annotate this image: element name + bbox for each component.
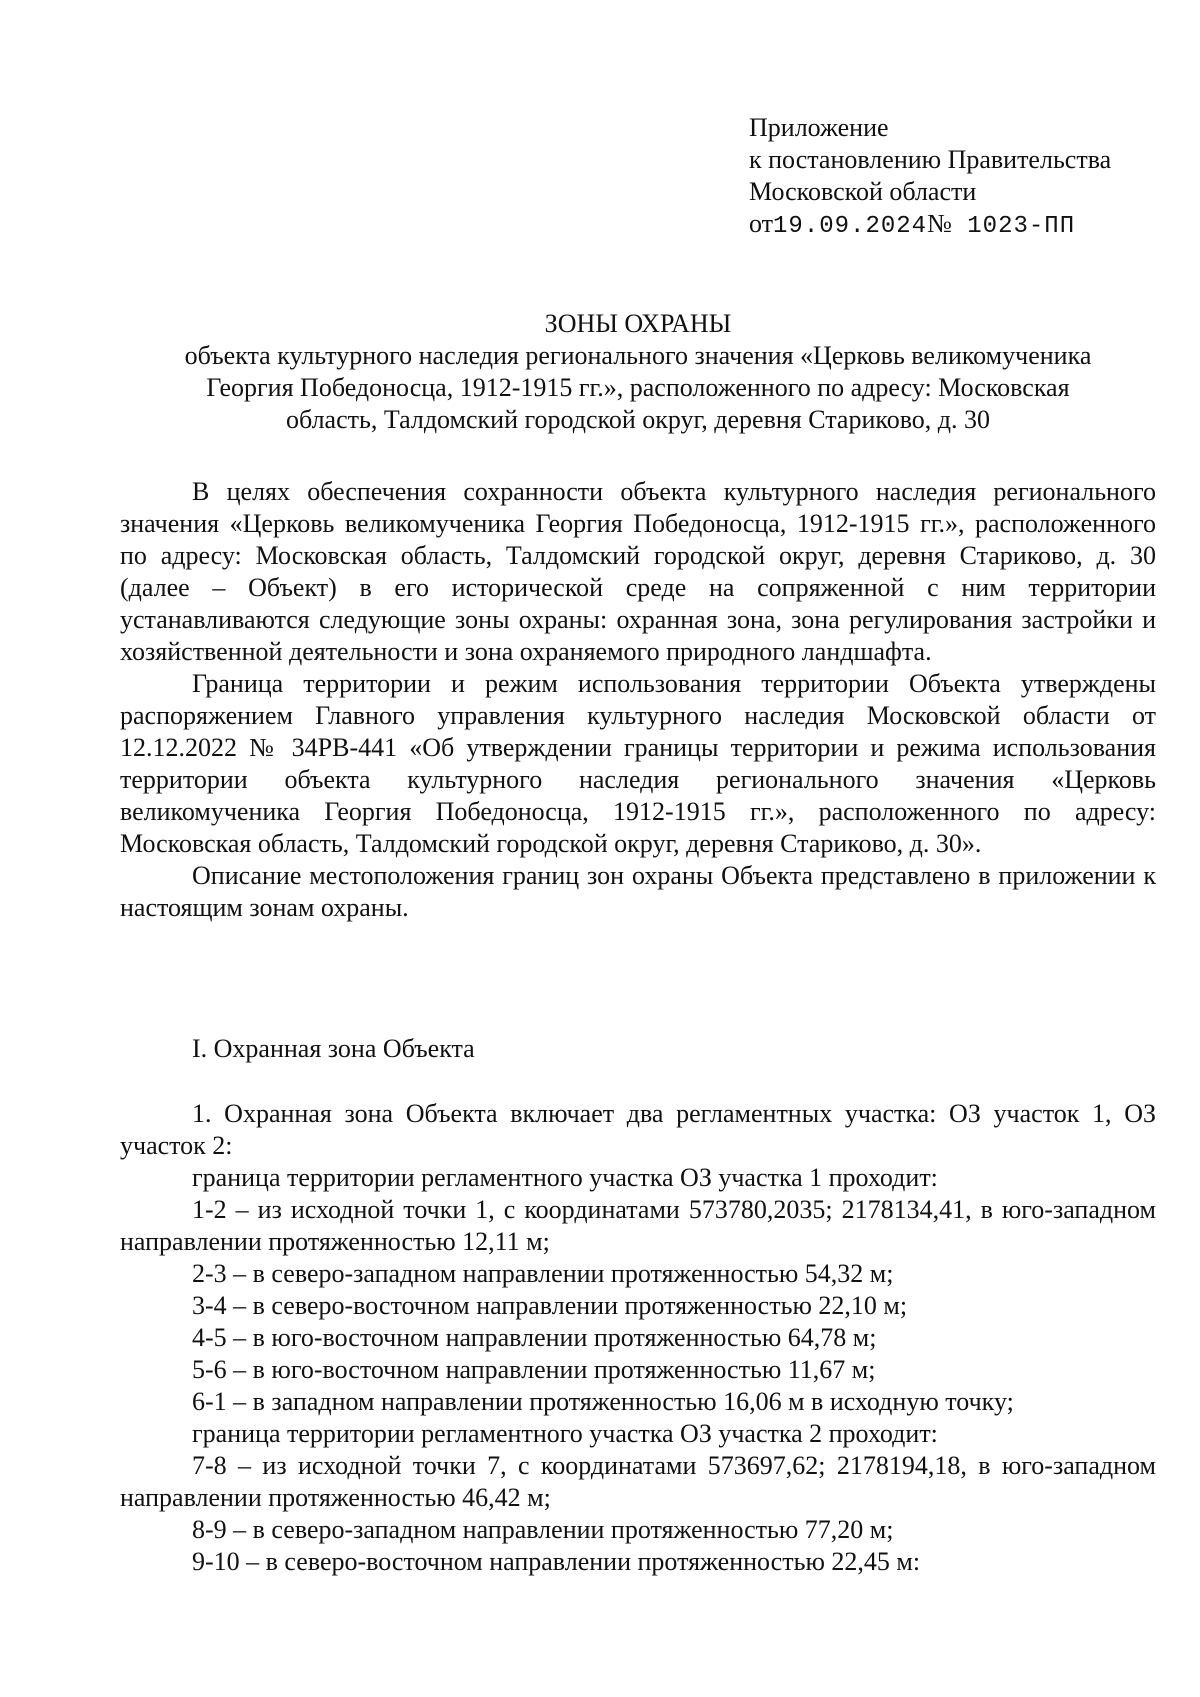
list-item: 7-8 – из исходной точки 7, с координатами 573697,62; 2178194,18, в юго-западном направлении протяженностью 46,42 м; bbox=[120, 1451, 1156, 1512]
intro-paragraph-2: Граница территории и режим использования территории Объекта утверждены распоряжением Главного управления культурного наследия Московской области от 12.12.2022 № 34РВ-441 «Об утверждении границы территории и режима использования территории объекта культурного наследия регионального значения «Церковь великомученика Георгия Победоносца, 1912-1915 гг.», расположенного по адресу: Московская область, Талдомский городской округ, деревня Стариково, д. 30». bbox=[120, 669, 1156, 858]
list-item: 3-4 – в северо-восточном направлении протяженностью 22,10 м; bbox=[192, 1291, 908, 1320]
appendix-line-2: к постановлению Правительства bbox=[749, 145, 1112, 174]
list-item: 1. Охранная зона Объекта включает два регламентных участка: ОЗ участок 1, ОЗ участок 2: bbox=[120, 1099, 1156, 1160]
list-item: 9-10 – в северо-восточном направлении протяженностью 22,45 м: bbox=[192, 1547, 921, 1576]
section-heading: I. Охранная зона Объекта bbox=[192, 1034, 475, 1063]
title-heading: ЗОНЫ ОХРАНЫ bbox=[544, 309, 732, 338]
list-item: граница территории регламентного участка ОЗ участка 2 проходит: bbox=[192, 1419, 938, 1448]
appendix-line-3: Московской области bbox=[749, 177, 977, 206]
list-item: 5-6 – в юго-восточном направлении протяженностью 11,67 м; bbox=[192, 1355, 876, 1384]
title-line-1: объекта культурного наследия регионального значения «Церковь великомученика bbox=[184, 341, 1092, 370]
list-item: 4-5 – в юго-восточном направлении протяженностью 64,78 м; bbox=[192, 1323, 877, 1352]
number-value: 1023-ПП bbox=[951, 213, 1076, 240]
document-title bbox=[120, 308, 1156, 436]
intro-paragraph-1: В целях обеспечения сохранности объекта культурного наследия регионального значения «Церковь великомученика Георгия Победоносца, 1912-1915 гг.», расположенного по адресу: Московская область, Талдомский городской округ, деревня Стариково, д. 30 (далее – Объект) в его исторической среде на сопряженной с ним территории устанавливаются следующие зоны охраны: охранная зона, зона регулирования застройки и хозяйственной деятельности и зона охраняемого природного ландшафта. bbox=[120, 477, 1156, 666]
title-line-2: Георгия Победоносца, 1912-1915 гг.», расположенного по адресу: Московская bbox=[206, 373, 1070, 402]
appendix-line-1: Приложение bbox=[749, 113, 889, 142]
list-item: граница территории регламентного участка ОЗ участка 1 проходит: bbox=[192, 1163, 938, 1192]
list-item: 8-9 – в северо-западном направлении протяженностью 77,20 м; bbox=[192, 1515, 894, 1544]
appendix-header bbox=[749, 112, 1111, 243]
appendix-date-line bbox=[749, 208, 1111, 243]
list-item: 1-2 – из исходной точки 1, с координатами 573780,2035; 2178134,41, в юго-западном направлении протяженностью 12,11 м; bbox=[120, 1195, 1156, 1256]
boundary-list bbox=[120, 1098, 1156, 1578]
intro-section bbox=[120, 476, 1156, 924]
intro-paragraph-3: Описание местоположения границ зон охраны Объекта представлено в приложении к настоящим зонам охраны. bbox=[120, 861, 1156, 922]
list-item: 2-3 – в северо-западном направлении протяженностью 54,32 м; bbox=[192, 1259, 894, 1288]
date-value: 19.09.2024 bbox=[773, 213, 928, 240]
number-sign: № bbox=[927, 209, 952, 238]
title-line-3: область, Талдомский городской округ, деревня Стариково, д. 30 bbox=[285, 405, 991, 434]
date-prefix: от bbox=[749, 209, 774, 238]
list-item: 6-1 – в западном направлении протяженностью 16,06 м в исходную точку; bbox=[192, 1387, 1014, 1416]
